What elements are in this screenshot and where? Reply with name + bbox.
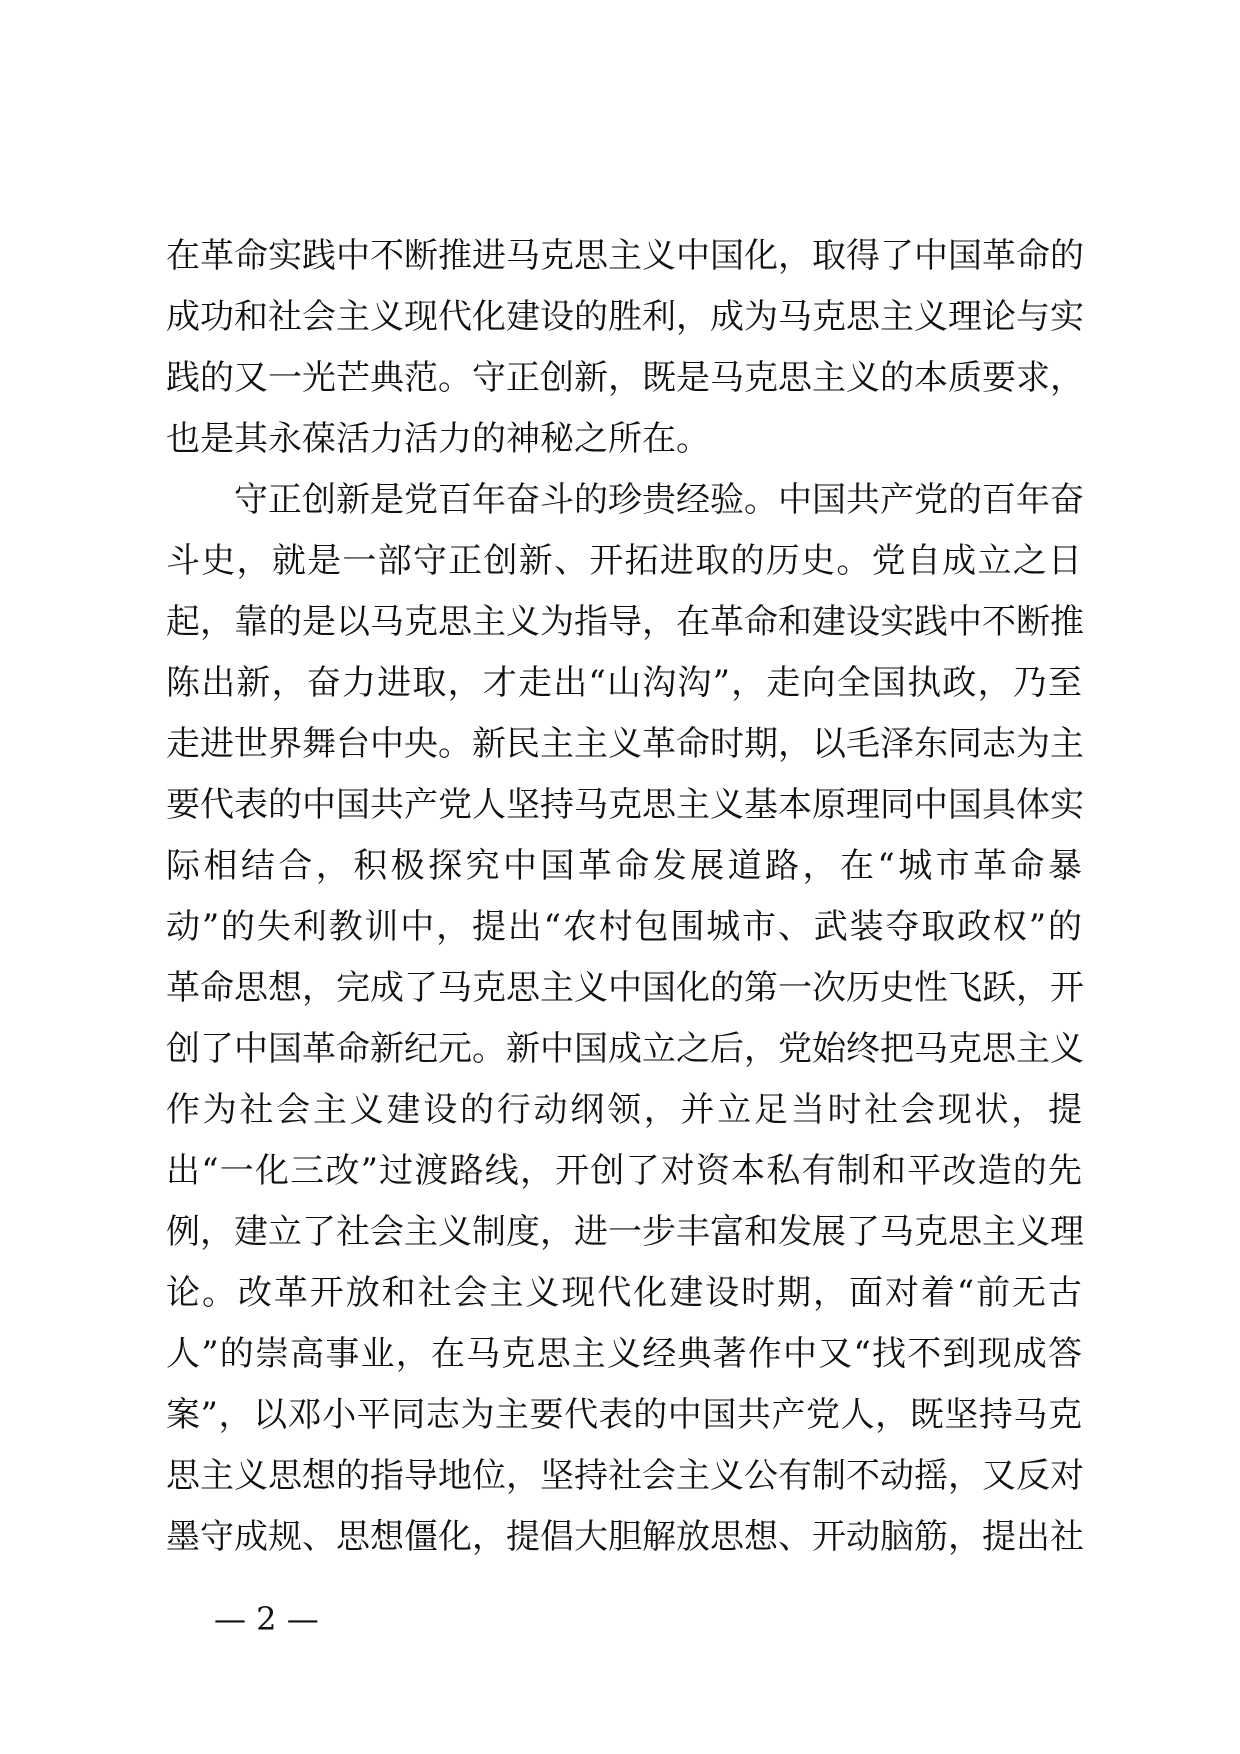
text-line: 例，建立了社会主义制度，进一步丰富和发展了马克思主义理 — [166, 1212, 1084, 1252]
body-text — [166, 226, 1082, 1568]
page-number: — 2 — — [214, 1600, 319, 1638]
text-line: 践的又一光芒典范。守正创新，既是马克思主义的本质要求， — [166, 358, 1084, 398]
text-line: 走进世界舞台中央。新民主主义革命时期，以毛泽东同志为主 — [166, 724, 1084, 764]
paragraph-1 — [166, 226, 1082, 470]
text-line: 际相结合，积极探究中国革命发展道路，在“城市革命暴 — [166, 846, 1082, 886]
text-line: 革命思想，完成了马克思主义中国化的第一次历史性飞跃，开 — [166, 968, 1084, 1008]
text-line: 墨守成规、思想僵化，提倡大胆解放思想、开动脑筋，提出社 — [166, 1517, 1084, 1557]
text-line: 动”的失利教训中，提出“农村包围城市、武装夺取政权”的 — [166, 907, 1082, 947]
text-line: 起，靠的是以马克思主义为指导，在革命和建设实践中不断推 — [166, 602, 1084, 642]
text-line: 陈出新，奋力进取，才走出“山沟沟”，走向全国执政，乃至 — [166, 663, 1082, 703]
text-line: 斗史，就是一部守正创新、开拓进取的历史。党自成立之日 — [166, 541, 1082, 581]
text-line: 人”的崇高事业，在马克思主义经典著作中又“找不到现成答 — [166, 1334, 1082, 1374]
text-line: 要代表的中国共产党人坚持马克思主义基本原理同中国具体实 — [166, 785, 1084, 825]
text-line: 在革命实践中不断推进马克思主义中国化，取得了中国革命的 — [166, 236, 1084, 276]
text-line: 作为社会主义建设的行动纲领，并立足当时社会现状，提 — [166, 1090, 1082, 1130]
text-line: 成功和社会主义现代化建设的胜利，成为马克思主义理论与实 — [166, 297, 1084, 337]
text-line: 也是其永葆活力活力的神秘之所在。 — [166, 419, 710, 459]
text-line: 论。改革开放和社会主义现代化建设时期，面对着“前无古 — [166, 1273, 1082, 1313]
text-line: 案”，以邓小平同志为主要代表的中国共产党人，既坚持马克 — [166, 1395, 1082, 1435]
text-line: 守正创新是党百年奋斗的珍贵经验。中国共产党的百年奋 — [234, 480, 1084, 520]
text-line: 出“一化三改”过渡路线，开创了对资本私有制和平改造的先 — [166, 1151, 1082, 1191]
text-line: 创了中国革命新纪元。新中国成立之后，党始终把马克思主义 — [166, 1029, 1084, 1069]
paragraph-2 — [166, 470, 1082, 1568]
text-line: 思主义思想的指导地位，坚持社会主义公有制不动摇，又反对 — [166, 1456, 1084, 1496]
